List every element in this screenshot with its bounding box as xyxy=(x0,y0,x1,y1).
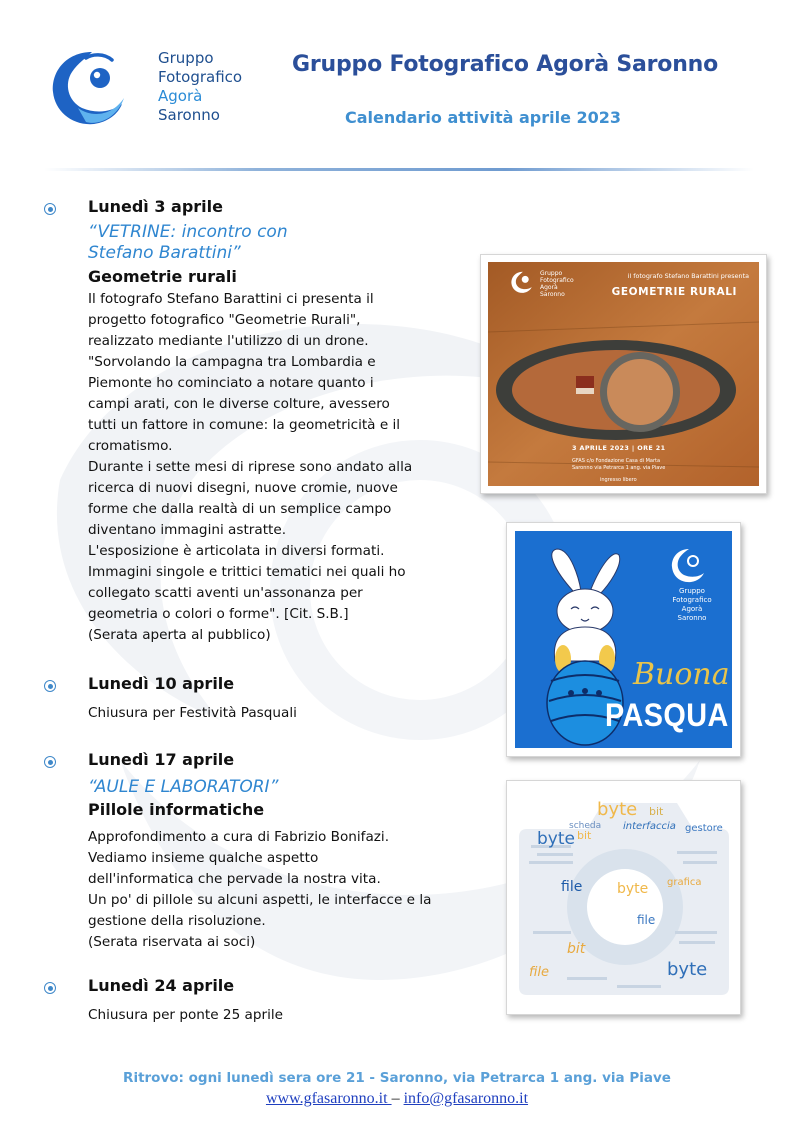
poster-presenter: il fotografo Stefano Barattini presenta xyxy=(627,272,749,280)
bullet-icon xyxy=(44,756,56,768)
poster-logo-line: Agorà xyxy=(540,284,558,291)
poster-venue xyxy=(572,458,665,472)
cloud-word: scheda xyxy=(569,821,602,831)
easter-logo-line: Fotografico xyxy=(672,596,712,604)
event-date: Lunedì 17 aprile xyxy=(88,750,235,769)
agora-logo-icon xyxy=(48,46,130,128)
greeting-pasqua: PASQUA xyxy=(605,697,729,733)
easter-logo-line: Agorà xyxy=(681,605,703,613)
cloud-word: interfaccia xyxy=(623,821,676,832)
cloud-word: bit xyxy=(577,829,592,842)
word-cloud-artwork xyxy=(507,781,740,1014)
easter-greeting-card xyxy=(506,522,741,757)
easter-logo-line: Gruppo xyxy=(679,587,705,595)
easter-logo-line: Saronno xyxy=(677,614,707,622)
event-name-line: “VETRINE: incontro con xyxy=(88,222,288,242)
poster-artwork xyxy=(488,262,759,486)
cloud-word: bit xyxy=(567,941,586,957)
cloud-word: file xyxy=(637,913,656,927)
contact-links xyxy=(0,1090,794,1108)
poster-title: GEOMETRIE RURALI xyxy=(611,286,737,298)
cloud-word: grafica xyxy=(667,877,702,888)
bullet-icon xyxy=(44,203,56,215)
page-subtitle: Calendario attività aprile 2023 xyxy=(345,108,622,127)
poster-logo-text xyxy=(540,270,574,298)
cloud-word: file xyxy=(529,965,550,980)
event-description: Approfondimento a cura di Fabrizio Bonifazi. Vediamo insieme qualche aspetto dell'informatica che pervade la nostra vita. Un po' di pillole su alcuni aspetti, le interfacce e la gestione della risoluzione. (Serata riservata ai soci) xyxy=(88,829,432,950)
event-topic: Geometrie rurali xyxy=(88,267,237,286)
event-description: Chiusura per Festività Pasquali xyxy=(88,705,297,721)
event-topic: Pillole informatiche xyxy=(88,800,265,819)
website-link[interactable]: www.gfasaronno.it xyxy=(265,1090,392,1107)
event-description: Chiusura per ponte 25 aprile xyxy=(88,1007,283,1023)
poster-venue-line: Saronno via Petrarca 1 ang. via Piave xyxy=(572,465,666,471)
cloud-word: byte xyxy=(597,799,638,820)
cloud-word: byte xyxy=(667,959,708,980)
bullet-icon xyxy=(44,982,56,994)
cloud-word: byte xyxy=(537,829,575,849)
poster-logo-line: Saronno xyxy=(540,291,565,298)
cloud-word: byte xyxy=(617,881,649,897)
logo-text xyxy=(158,49,242,125)
logo-line: Gruppo xyxy=(158,49,214,67)
poster-entry: ingresso libero xyxy=(600,477,637,483)
geometrie-rurali-poster xyxy=(480,254,767,494)
cloud-word: gestore xyxy=(685,823,723,834)
cloud-word: bit xyxy=(649,805,664,818)
poster-logo-line: Gruppo xyxy=(540,270,563,277)
event-date: Lunedì 24 aprile xyxy=(88,976,235,995)
event-name: “AULE E LABORATORI” xyxy=(88,777,279,797)
cloud-word: file xyxy=(561,879,583,895)
easter-logo-text xyxy=(667,587,717,623)
bullet-icon xyxy=(44,680,56,692)
poster-logo-icon xyxy=(510,270,534,294)
event-name xyxy=(88,222,288,264)
event-name-line: Stefano Barattini” xyxy=(88,243,241,263)
poster-datetime: 3 APRILE 2023 | ORE 21 xyxy=(572,444,666,452)
logo-line: Saronno xyxy=(158,106,220,124)
logo-line: Fotografico xyxy=(158,68,243,86)
link-separator: – xyxy=(391,1090,404,1107)
event-date: Lunedì 3 aprile xyxy=(88,197,223,216)
event-description: Il fotografo Stefano Barattini ci presenta il progetto fotografico "Geometrie Rurali", realizzato mediante l'utilizzo di un drone. "Sorvolando la campagna tra Lombardia e Piemonte ho cominciato a notare quanto i campi arati, con le diverse colture, avessero tutti un fattore in comune: la geometricità e il cromatismo. Durante i sette mesi di riprese sono andato alla ricerca di nuovi disegni, nuove cromie, nuove forme che dalla realtà di un semplice campo diventano immagini astratte. L'esposizione è articolata in diversi formati. Immagini singole e trittici tematici nei quali ho collegato scatti aventi un'assonanza per geometria o colori o forme". [Cit. S.B.] (Serata aperta al pubblico) xyxy=(88,291,413,643)
page-title: Gruppo Fotografico Agorà Saronno xyxy=(292,52,719,77)
word-cloud-camera-image xyxy=(506,780,741,1015)
meeting-info: Ritrovo: ogni lunedì sera ore 21 - Saronno, via Petrarca 1 ang. via Piave xyxy=(123,1070,671,1086)
poster-logo-line: Fotografico xyxy=(540,277,574,284)
logo-line: Agorà xyxy=(158,87,203,105)
email-link[interactable]: info@gfasaronno.it xyxy=(403,1090,529,1107)
poster-venue-line: GFAS c/o Fondazione Casa di Marta xyxy=(572,458,661,464)
event-date: Lunedì 10 aprile xyxy=(88,674,235,693)
greeting-script: Buona xyxy=(633,657,730,692)
header-divider xyxy=(44,168,754,171)
easter-card-artwork xyxy=(515,531,732,748)
